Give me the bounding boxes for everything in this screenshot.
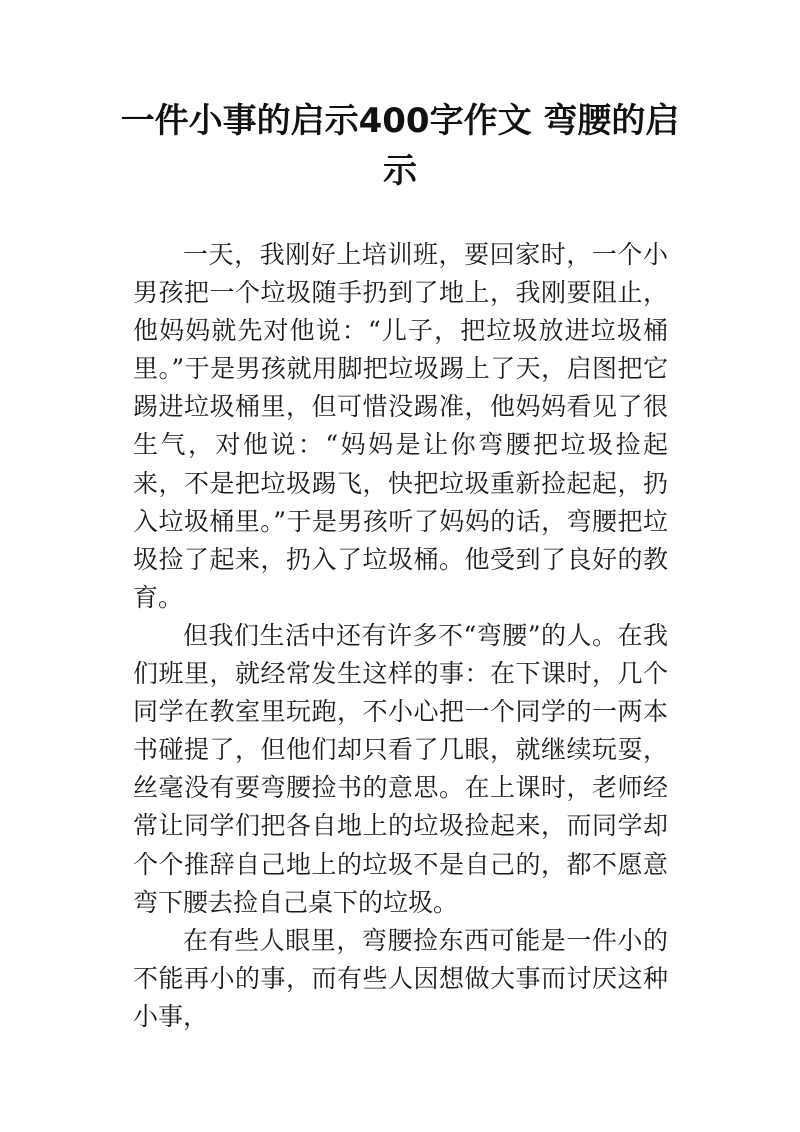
paragraph-1: 一天，我刚好上培训班，要回家时，一个小男孩把一个垃圾随手扔到了地上，我刚要阻止，他妈妈就先对他说：“儿子，把垃圾放进垃圾桶里。”于是男孩就用脚把垃圾踢上了天，启图把它踢进垃圾桶里，但可惜没踢准，他妈妈看见了很生气，对他说：“妈妈是让你弯腰把垃圾捡起来，不是把垃圾踢飞，快把垃圾重新捡起起，扔入垃圾桶里。”于是男孩听了妈妈的话，弯腰把垃圾捡了起来，扔入了垃圾桶。他受到了良好的教育。 — [133, 240, 668, 612]
paragraph-2: 但我们生活中还有许多不“弯腰”的人。在我们班里，就经常发生这样的事：在下课时，几个同学在教室里玩跑，不小心把一个同学的一两本书碰提了，但他们却只看了几眼，就继续玩耍，丝毫没有要弯腰捡书的意思。在上课时，老师经常让同学们把各自地上的垃圾捡起来，而同学却个个推辞自己地上的垃圾不是自己的，都不愿意弯下腰去捡自己桌下的垃圾。 — [133, 620, 668, 917]
document-title: 一件小事的启示400字作文 弯腰的启示 — [120, 101, 680, 191]
article-body — [133, 236, 668, 1036]
paragraph-3: 在有些人眼里，弯腰捡东西可能是一件小的不能再小的事，而有些人因想做大事而讨厌这种小事， — [133, 925, 668, 1031]
